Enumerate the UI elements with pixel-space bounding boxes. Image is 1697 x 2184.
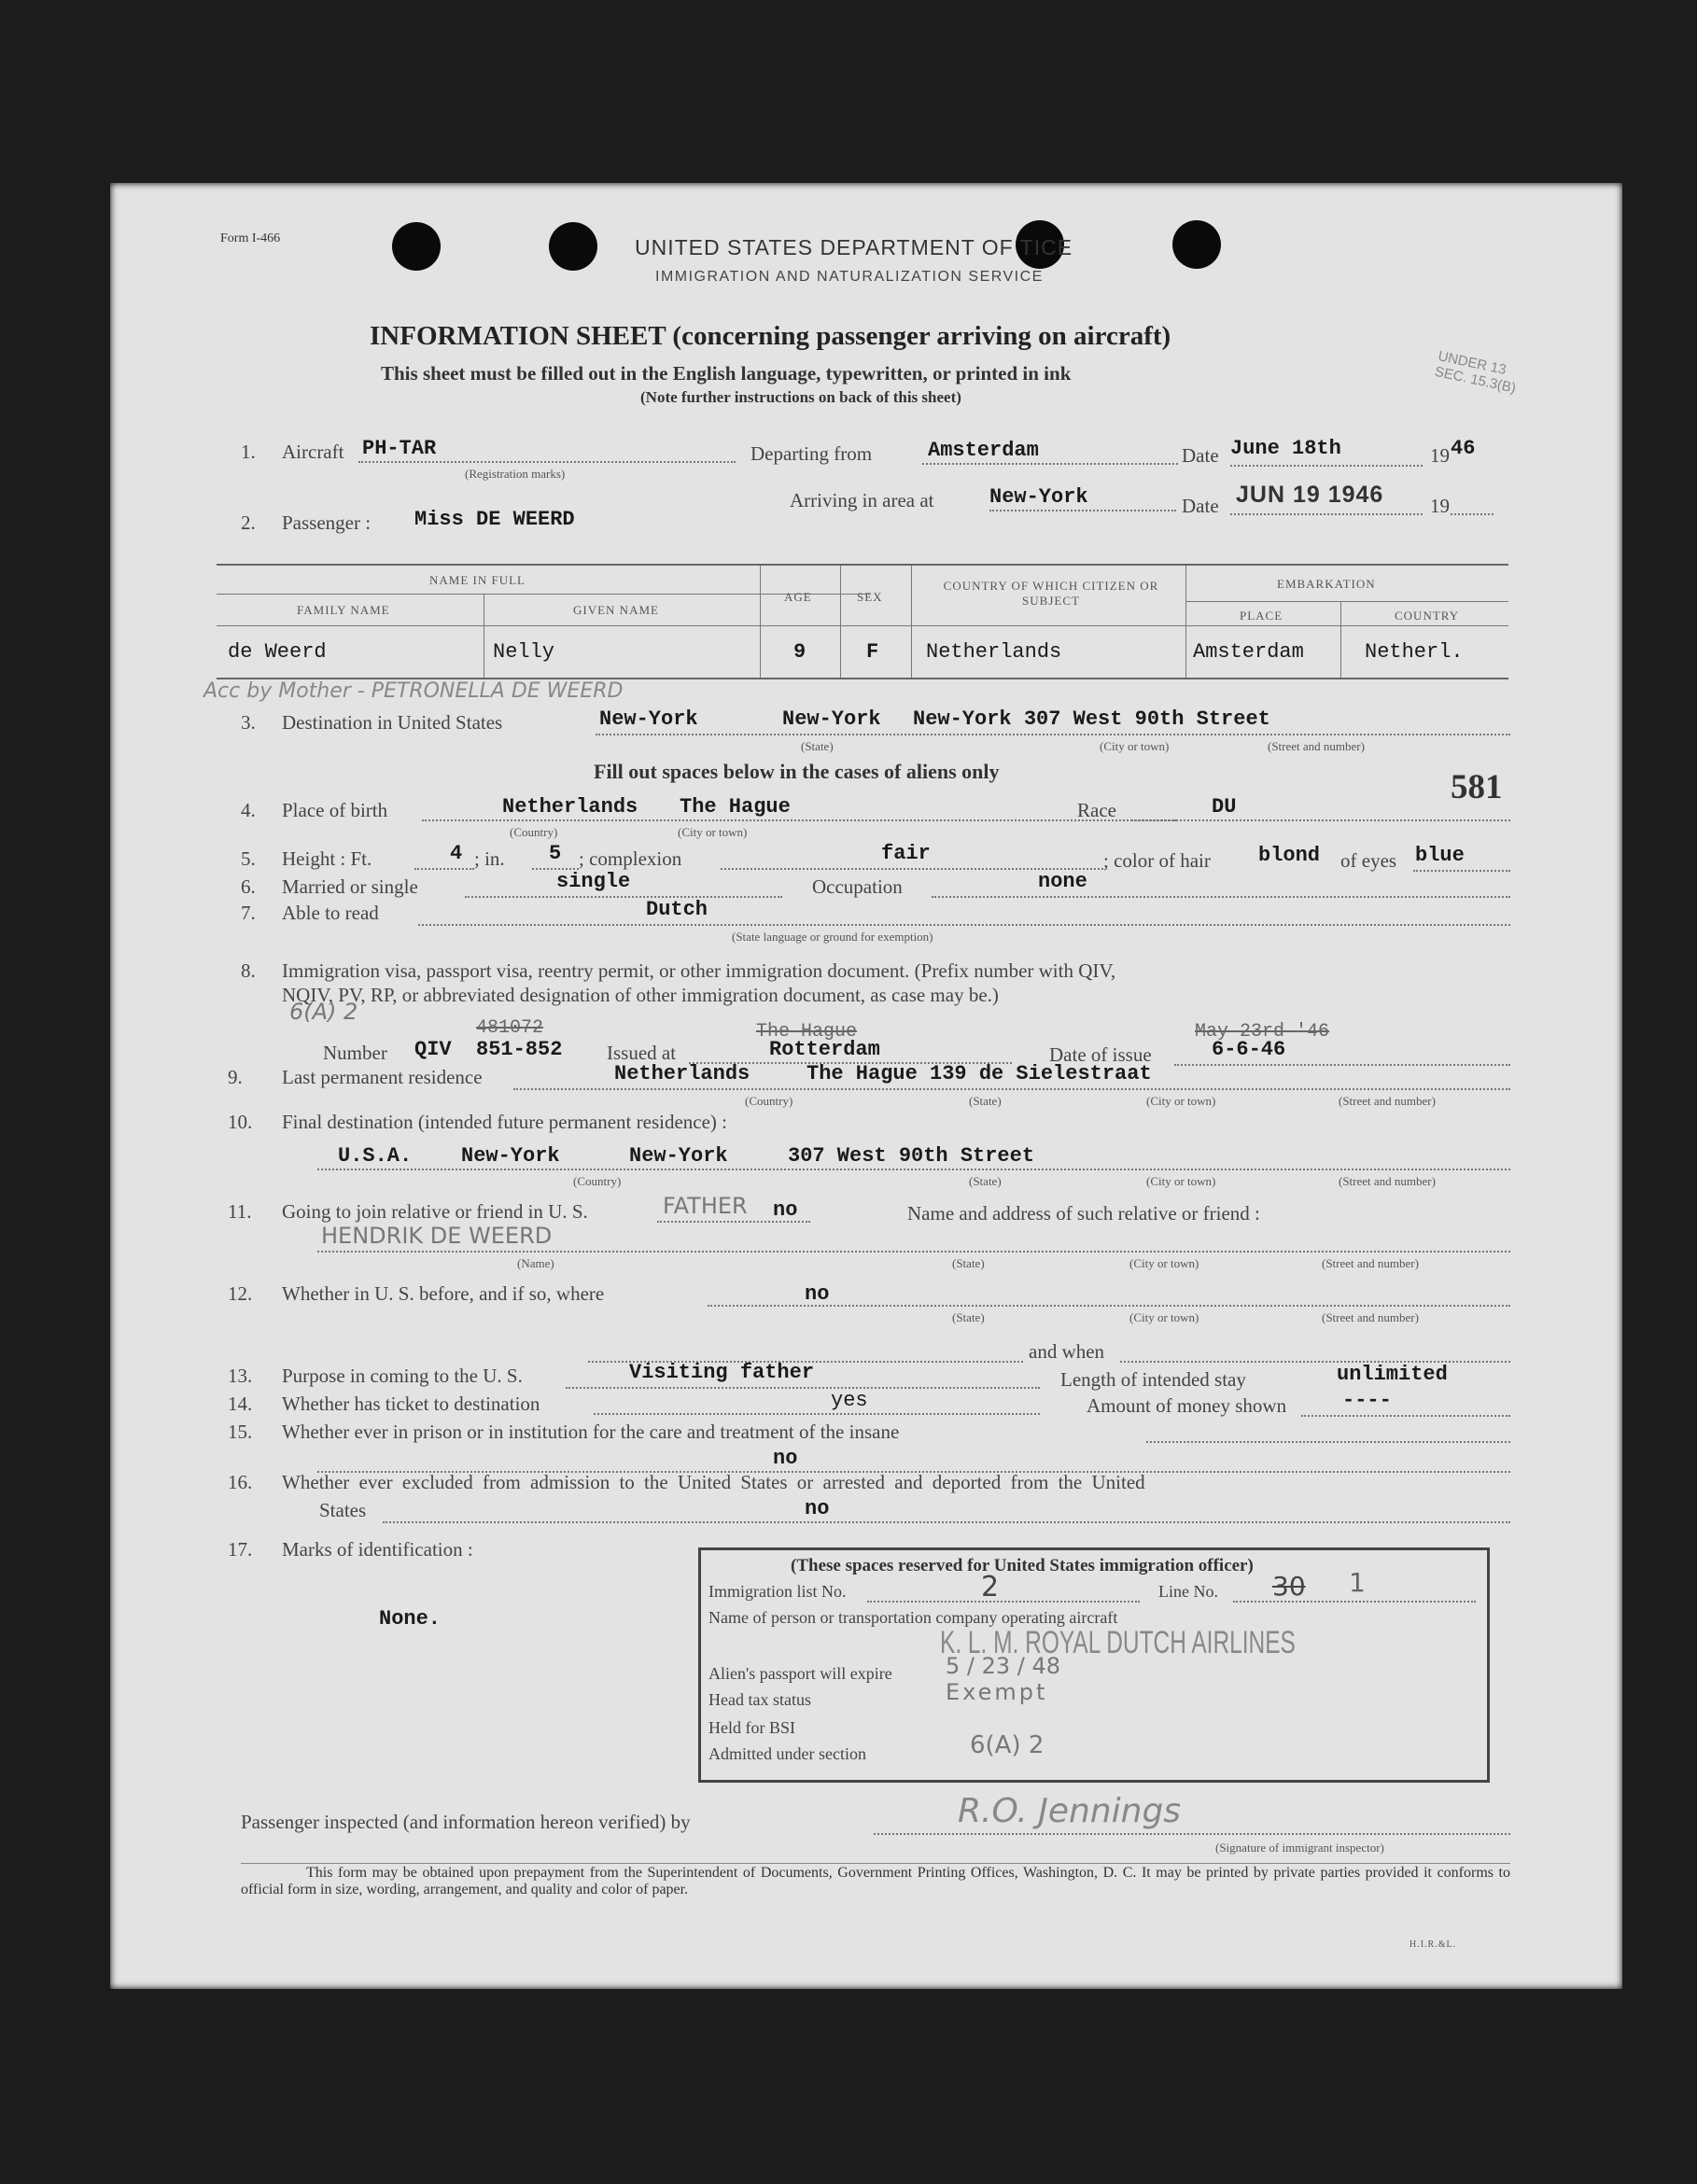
visa-number-struck: 481072 [476,1017,544,1039]
residence-country: Netherlands [614,1062,750,1085]
caption: (Country) [745,1094,793,1108]
service: IMMIGRATION AND NATURALIZATION SERVICE [655,269,1044,285]
purpose-value: Visiting father [629,1361,815,1384]
page-title: INFORMATION SHEET (concerning passenger arriving on aircraft) [370,321,1171,351]
residence-label: Last permanent residence [282,1066,483,1088]
before-value: no [805,1282,830,1306]
height-inches: 5 [549,842,562,865]
year-prefix: 19 [1430,495,1450,517]
operator-label: Name of person or transportation company operating aircraft [708,1608,1118,1627]
height-label: Height : Ft. [282,847,372,870]
headtax-label: Head tax status [708,1690,811,1709]
place-header: PLACE [1240,609,1283,623]
hair-label: ; color of hair [1103,849,1211,872]
issue-date-value: 6-6-46 [1212,1038,1286,1061]
line-number: 4. [241,799,256,821]
citizenship-header: COUNTRY OF WHICH CITIZEN OR SUBJECT [943,579,1159,608]
residence-city: The Hague 139 de Sielestraat [806,1062,1152,1085]
caption: (Country) [510,825,558,839]
ticket-label: Whether has ticket to destination [282,1393,540,1415]
join-label: Going to join relative or friend in U. S. [282,1200,588,1223]
arriving-value: New-York [989,485,1088,509]
passport-value: 5 / 23 / 48 [946,1653,1061,1679]
line-number: 8. [241,959,256,982]
line-number: 16. [228,1471,253,1493]
complexion-value: fair [881,842,931,865]
punch-hole [1172,220,1221,269]
list-value: 2 [981,1571,1000,1603]
purpose-label: Purpose in coming to the U. S. [282,1365,523,1387]
aircraft-value: PH-TAR [362,437,437,460]
when-label: and when [1029,1340,1105,1363]
passport-label: Alien's passport will expire [708,1664,892,1683]
caption: (Street and number) [1268,739,1365,753]
section-label: Admitted under section [708,1744,866,1763]
age-header: AGE [784,590,812,604]
passenger-value: Miss DE WEERD [414,508,575,531]
departing-value: Amsterdam [928,439,1039,462]
line-number: 5. [241,847,256,870]
join-value: no [773,1198,798,1222]
line-number: 11. [228,1200,252,1223]
sex-header: SEX [857,590,883,604]
caption: (City or town) [1129,1310,1199,1324]
final-destination-label: Final destination (intended future permanent residence) : [282,1111,728,1133]
marks-label: Marks of identification : [282,1538,473,1561]
embarkation-country-cell: Netherl. [1365,640,1464,664]
destination-street: New-York 307 West 90th Street [913,707,1270,731]
line-number: 9. [228,1066,243,1088]
form-sheet [110,183,1622,1989]
excluded-label: Whether ever excluded from admission to the United States or arrested and deported from the United [282,1471,1145,1493]
destination-state: New-York [599,707,698,731]
note: (Note further instructions on back of this sheet) [640,388,961,406]
subtitle: This sheet must be filled out in the English language, typewritten, or printed in ink [381,362,1072,385]
birth-country: Netherlands [502,795,638,819]
caption: (City or town) [1146,1174,1216,1188]
given-name-cell: Nelly [493,640,555,664]
arrival-date-label: Date [1182,495,1219,517]
final-country: U.S.A. [338,1144,413,1168]
caption: (Street and number) [1339,1094,1436,1108]
officer-box [698,1547,1490,1783]
visa-prefix: QIV [414,1038,452,1061]
line-number: 6. [241,875,256,898]
line-struck: 30 [1272,1571,1306,1602]
visa-instructions: Immigration visa, passport visa, reentry permit, or other immigration document. (Prefix number with QIV, [282,959,1116,982]
signature-caption: (Signature of immigrant inspector) [1215,1841,1384,1855]
read-value: Dutch [646,898,708,921]
eyes-label: of eyes [1340,849,1397,872]
caption: (Street and number) [1339,1174,1436,1188]
caption: (City or town) [1146,1094,1216,1108]
line-number: 14. [228,1393,253,1415]
handwritten-section-note: 6(A) 2 [289,999,358,1025]
complexion-label: ; complexion [579,847,682,870]
visa-instructions: NQIV, PV, RP, or abbreviated designation of other immigration document, as case may be.) [282,984,999,1006]
family-name-cell: de Weerd [228,640,327,664]
corner-stamp: UNDER 13 SEC. 15.3(B) [1433,348,1518,397]
caption: (Name) [517,1256,554,1270]
marital-label: Married or single [282,875,418,898]
caption: (Country) [573,1174,622,1188]
caption: (City or town) [678,825,748,839]
caption: (Street and number) [1322,1310,1419,1324]
stay-label: Length of intended stay [1060,1368,1246,1391]
aliens-heading: Fill out spaces below in the cases of aliens only [594,760,1000,783]
line-number: 3. [241,711,256,734]
headtax-value: Exempt [946,1679,1048,1705]
year-prefix: 19 [1430,444,1450,467]
race-label: Race [1077,799,1116,821]
excluded-label: States [319,1499,367,1521]
embarkation-header: EMBARKATION [1277,577,1376,591]
name-in-full-header: NAME IN FULL [429,573,526,587]
line-number: 7. [241,902,256,924]
prison-label: Whether ever in prison or in institution for the care and treatment of the insane [282,1421,900,1443]
prison-value: no [773,1447,798,1470]
inspector-signature: R.O. Jennings [958,1792,1182,1830]
officer-box-heading: (These spaces reserved for United States immigration officer) [791,1556,1254,1575]
ticket-value: yes [831,1389,868,1412]
line-number: 10. [228,1111,253,1133]
embarkation-place-cell: Amsterdam [1193,640,1304,664]
money-label: Amount of money shown [1087,1394,1287,1417]
inches-label: ; in. [474,847,505,870]
line-number: 12. [228,1282,253,1305]
caption: (State) [952,1310,985,1324]
issued-at-value: Rotterdam [769,1038,880,1061]
destination-city: New-York [782,707,881,731]
excluded-value: no [805,1497,830,1520]
handwritten-relation: FATHER [663,1193,748,1219]
punch-hole [392,222,441,271]
printer-mark: H.I.R.&L. [1409,1939,1457,1950]
read-label: Able to read [282,902,379,924]
marks-value: None. [379,1607,442,1631]
airline-stamp: K. L. M. ROYAL DUTCH AIRLINES [940,1625,1296,1660]
before-label: Whether in U. S. before, and if so, where [282,1282,605,1305]
arrival-date-stamp: JUN 19 1946 [1236,482,1384,508]
marital-value: single [556,870,631,893]
line-number: 13. [228,1365,253,1387]
line-number: 15. [228,1421,253,1443]
issue-date-label: Date of issue [1049,1043,1152,1066]
number-label: Number [323,1042,387,1064]
stay-value: unlimited [1337,1363,1448,1386]
punch-hole [549,222,597,271]
departure-year: 46 [1451,437,1476,460]
arriving-label: Arriving in area at [790,489,934,511]
caption: (State) [952,1256,985,1270]
given-name-header: GIVEN NAME [573,603,659,617]
birth-label: Place of birth [282,799,388,821]
handwritten-relative-name: HENDRIK DE WEERD [321,1223,553,1249]
issued-at-struck: The Hague [756,1021,858,1043]
birth-city: The Hague [680,795,791,819]
caption: (State) [969,1094,1002,1108]
final-street: 307 West 90th Street [788,1144,1035,1168]
occupation-value: none [1038,870,1087,893]
line-label: Line No. [1158,1582,1218,1601]
issued-at-label: Issued at [607,1042,677,1064]
destination-label: Destination in United States [282,711,503,734]
section-value: 6(A) 2 [970,1731,1045,1759]
passenger-label: Passenger : [282,511,372,534]
caption: (City or town) [1129,1256,1199,1270]
bsi-label: Held for BSI [708,1718,795,1737]
agency: UNITED STATES DEPARTMENT OF TICE [635,235,1073,259]
registration-caption: (Registration marks) [465,467,566,481]
hair-value: blond [1258,844,1321,867]
caption: (City or town) [1100,739,1170,753]
caption: (State language or ground for exemption) [732,930,933,944]
line-number: 17. [228,1538,253,1561]
country-header: COUNTRY [1395,609,1460,623]
page-number: 581 [1451,768,1503,806]
form-number: Form I-466 [220,231,281,245]
height-feet: 4 [450,842,463,865]
final-city: New-York [629,1144,728,1168]
sex-cell: F [866,640,879,664]
eyes-value: blue [1415,844,1465,867]
occupation-label: Occupation [812,875,903,898]
aircraft-label: Aircraft [282,441,344,463]
caption: (State) [969,1174,1002,1188]
date-label: Date [1182,444,1219,467]
line-value: 1 [1349,1567,1366,1598]
departing-label: Departing from [750,442,873,465]
final-state: New-York [461,1144,560,1168]
age-cell: 9 [793,640,806,664]
list-label: Immigration list No. [708,1582,847,1601]
race-value: DU [1212,795,1237,819]
departure-date: June 18th [1230,437,1341,460]
issue-date-struck: May 23rd '46 [1195,1021,1330,1043]
money-value: ---- [1342,1389,1392,1412]
caption: (Street and number) [1322,1256,1419,1270]
relative-name-label: Name and address of such relative or friend : [907,1202,1260,1225]
caption: (State) [801,739,834,753]
handwritten-escort-note: Acc by Mother - PETRONELLA DE WEERD [203,679,624,703]
footer-note: This form may be obtained upon prepayment from the Superintendent of Documents, Government Printing Offices, Washington, D. C. It may be printed by private parties provided it conforms to official form in size, wording, arrangement, and quality and color of paper. [241,1865,1510,1897]
inspected-label: Passenger inspected (and information hereon verified) by [241,1811,691,1833]
line-number: 1. [241,441,256,463]
line-number: 2. [241,511,256,534]
visa-number: 851-852 [476,1038,563,1061]
family-name-header: FAMILY NAME [297,603,390,617]
citizenship-cell: Netherlands [926,640,1062,664]
